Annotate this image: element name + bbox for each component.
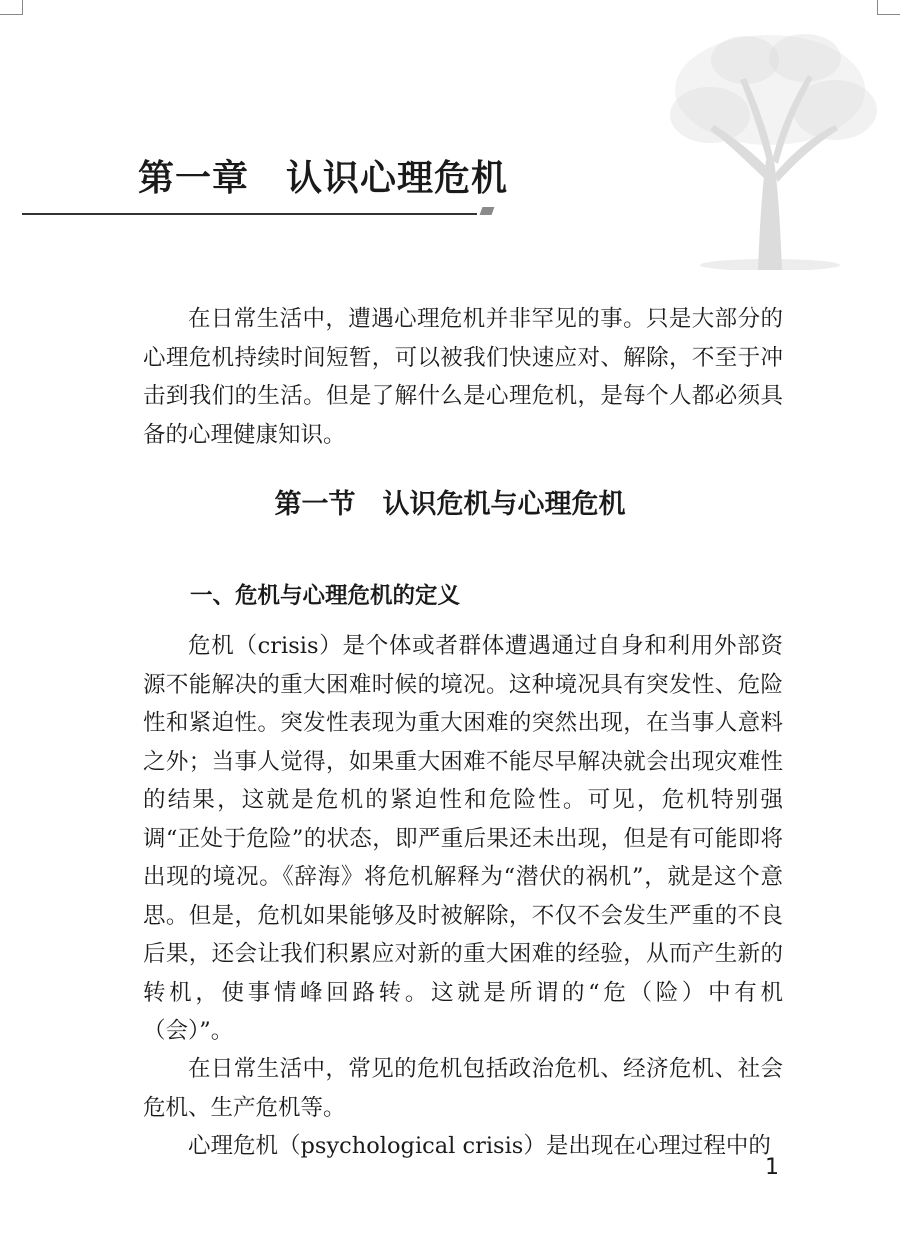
body-paragraph-1: 危机（crisis）是个体或者群体遭遇通过自身和利用外部资源不能解决的重大困难时候的境况。这种境况具有突发性、危险性和紧迫性。突发性表现为重大困难的突然出现，在当事人意料之外；当事人觉得，如果重大困难不能尽早解决就会出现灾难性的结果，这就是危机的紧迫性和危险性。可见，危机特别强调“正处于危险”的状态，即严重后果还未出现，但是有可能即将出现的境况。《辞海》将危机解释为“潜伏的祸机”，就是这个意思。但是，危机如果能够及时被解除，不仅不会发生严重的不良后果，还会让我们积累应对新的重大困难的经验，从而产生新的转机，使事情峰回路转。这就是所谓的“危（险）中有机（会）”。 (143, 633, 783, 1044)
body-paragraph-2: 在日常生活中，常见的危机包括政治危机、经济危机、社会危机、生产危机等。 (143, 1056, 783, 1121)
crop-mark-top-right (877, 0, 900, 15)
crop-mark-top-left (0, 0, 23, 15)
subsection-title: 一、危机与心理危机的定义 (190, 583, 461, 609)
tree-icon (640, 20, 900, 270)
body-paragraph-3: 心理危机（psychological crisis）是出现在心理过程中的 (188, 1133, 771, 1159)
chapter-divider (22, 213, 477, 215)
section-title: 第一节 认识危机与心理危机 (274, 489, 626, 520)
chapter-divider-tab (480, 207, 495, 215)
page-number: 1 (765, 1155, 779, 1180)
intro-paragraph: 在日常生活中，遭遇心理危机并非罕见的事。只是大部分的心理危机持续时间短暂，可以被我们快速应对、解除，不至于冲击到我们的生活。但是了解什么是心理危机，是每个人都必须具备的心理健康知识。 (143, 306, 783, 448)
chapter-title: 第一章 认识心理危机 (138, 158, 509, 199)
